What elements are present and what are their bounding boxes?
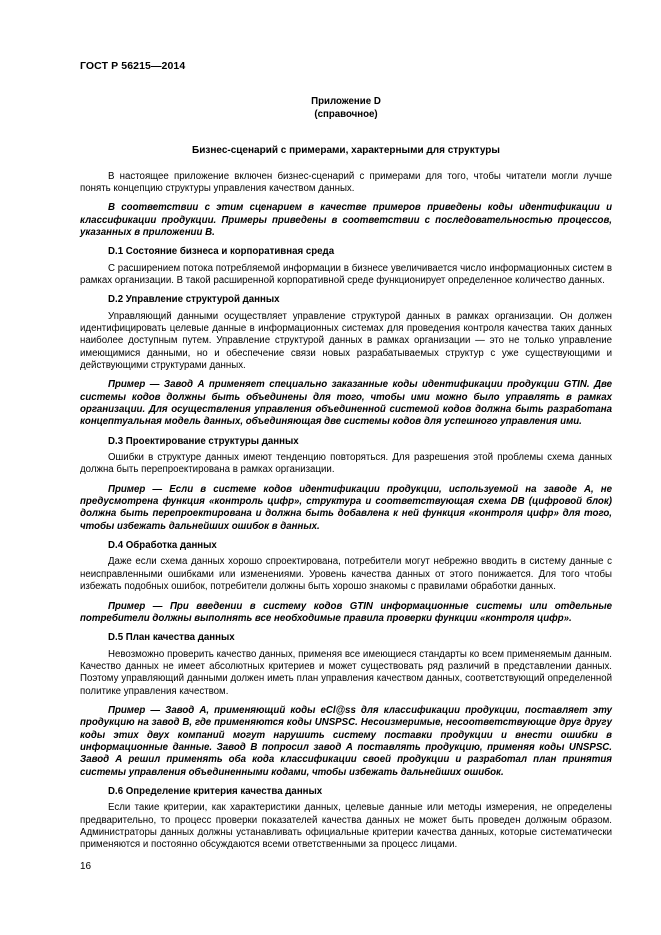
- section-d3-example: Пример — Если в системе кодов идентификации продукции, используемой на заводе А, не предусмотрена функция «контроль цифр», структура и соответствующая схема DB (цифровой блок) должна быть перепроектирована и должна быть добавлена к ней функция «контроля цифр» для того, чтобы избежать дальнейших ошибок в данных.: [80, 483, 612, 532]
- section-heading-d6: D.6 Определение критерия качества данных: [108, 785, 323, 797]
- section-d5-example: Пример — Завод А, применяющий коды eCl@ss для классификации продукции, поставляет эту продукцию на завод В, где применяются коды UNSPSC. Несоизмеримые, несоответствующие друг другу коды этих двух компаний могут нарушить систему поставки продукции и внести ошибки в информационные данные. Завод В попросил завод А поставлять продукцию, применяя коды UNSPSC. Завод А решил применять оба кода классификации своей продукции и разработал план принятия системы управления объединенными кодами, чтобы избежать дальнейших ошибок.: [80, 704, 612, 778]
- section-d4-paragraph: Даже если схема данных хорошо спроектирована, потребители могут небрежно вводить в систему данные с неисправленными ошибками или изменениями. Уровень качества данных от этого понижается. Для того чтобы избежать подобных ошибок, потребители должны быть хорошо знакомы с правилами обработки данных.: [80, 556, 612, 593]
- section-d2-paragraph: Управляющий данными осуществляет управление структурой данных в рамках организации. Он должен идентифицировать целевые данные в информационных системах для проведения контроля качества таких данных наиболее доступным путем. Управление структурой данных в рамках организации — это не только управление имеющимися данными, но и обеспечение связи новых разрабатываемых структур с уже существующими и действующими структурами данных.: [80, 310, 612, 371]
- page-number: 16: [80, 861, 92, 872]
- section-d2-example: Пример — Завод А применяет специально заказанные коды идентификации продукции GTIN. Две системы кодов должны быть объединены для того, чтобы ими можно было управлять в рамках организации. Для осуществления управления объединенной системой кодов должна быть разработана концептуальная модель данных, объединяющая две системы кодов для успешного управления ими.: [80, 379, 612, 428]
- appendix-subtitle: (справочное): [314, 108, 378, 120]
- section-heading-d3: D.3 Проектирование структуры данных: [108, 435, 299, 447]
- section-heading-d1: D.1 Состояние бизнеса и корпоративная среда: [108, 246, 335, 258]
- intro-note: В соответствии с этим сценарием в качестве примеров приведены коды идентификации и классификации продукции. Примеры приведены в соответствии с последовательностью процессов, указанных в приложении В.: [80, 202, 612, 238]
- section-d6-paragraph: Если такие критерии, как характеристики данных, целевые данные или методы измерения, не определены предварительно, то процесс проверки показателей качества данных не может быть проведен должным образом. Администраторы данных должны устанавливать официальные критерии качества данных, которые систематически применяются и постоянно обсуждаются всеми ответственными за процесс лицами.: [80, 802, 612, 851]
- document-title: Бизнес-сценарий с примерами, характерными для структуры: [192, 145, 500, 157]
- intro-paragraph: В настоящее приложение включен бизнес-сценарий с примерами для того, чтобы читатели могли лучше понять концепцию структуры управления качеством данных.: [80, 170, 612, 194]
- section-d5-paragraph: Невозможно проверить качество данных, применяя все имеющиеся стандарты ко всем применяемым данным. Качество данных не имеет абсолютных критериев и может существовать ряд различий в представлении данных. Поэтому управляющий данными должен иметь план управления качеством данных, соответствующий определенной политике управления качеством.: [80, 648, 612, 697]
- section-heading-d4: D.4 Обработка данных: [108, 540, 217, 552]
- section-d3-paragraph: Ошибки в структуре данных имеют тенденцию повторяться. Для разрешения этой проблемы схема данных должна быть перепроектирована в рамках организации.: [80, 452, 612, 476]
- appendix-title: Приложение D: [311, 96, 381, 107]
- section-d1-paragraph: С расширением потока потребляемой информации в бизнесе увеличивается число информационных систем в рамках организации. В такой расширенной корпоративной среде функционирует определенное количество данных.: [80, 262, 612, 286]
- section-heading-d2: D.2 Управление структурой данных: [108, 294, 280, 306]
- page-content: [80, 96, 612, 859]
- document-code: ГОСТ Р 56215—2014: [80, 60, 186, 72]
- section-d4-example: Пример — При введении в систему кодов GTIN информационные системы или отдельные потребители должны выполнять все необходимые правила проверки функции «контроля цифр».: [80, 600, 612, 624]
- section-heading-d5: D.5 План качества данных: [108, 632, 235, 644]
